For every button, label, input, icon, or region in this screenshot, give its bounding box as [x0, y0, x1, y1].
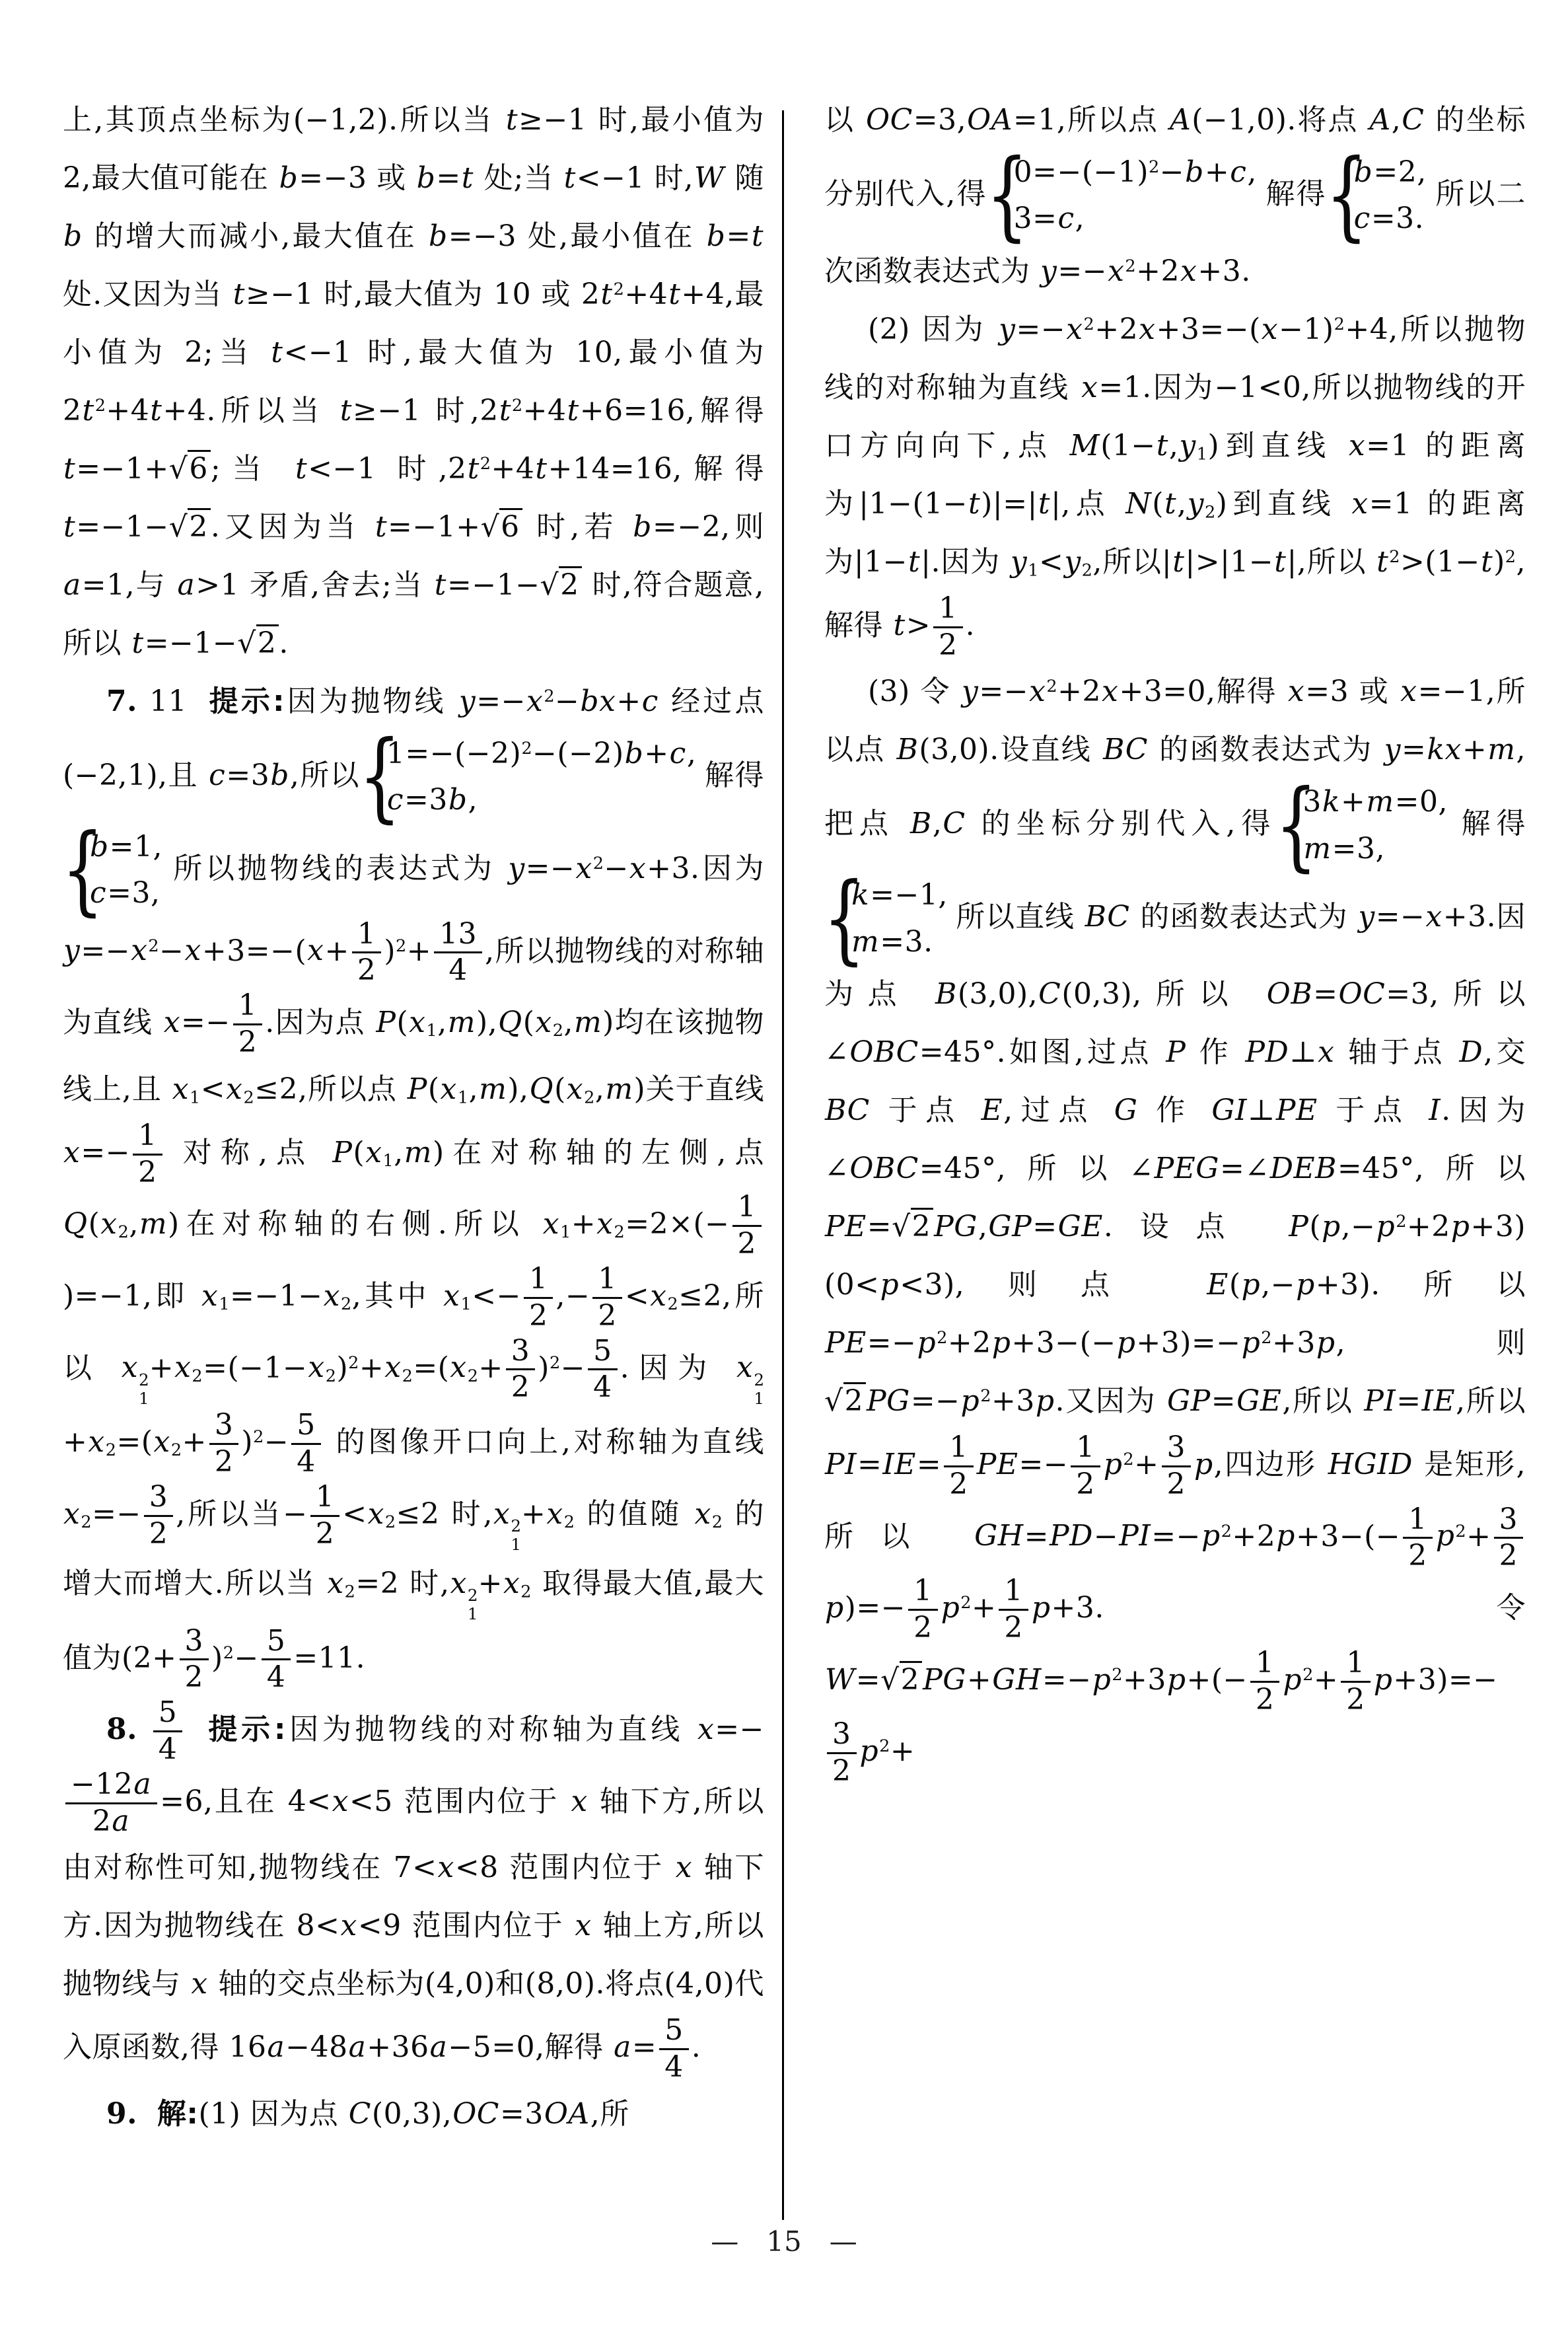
footer-dash-left: — [711, 2225, 739, 2258]
solution-continuation-paragraph: 上,其顶点坐标为(−1,2).所以当 t≥−1 时,最小值为 2,最大值可能在 b=−3 或 b=t 处;当 t<−1 时,W 随 b 的增大而减小,最大值在 b=−3 处,最小值在 b=t 处.又因为当 t≥−1 时,最大值为 10 或 $2t^2+4t+4$,最小值为 2;当 t<−1 时,最大值为 10,最小值为 $2t^2+4t+4$.所以当 t≥−1 时$,2t^2+4t+6=16$,解得 t=−1+ √ 6;当 t<−1 时$,2t^2+4t+14=16$,解得 t=−1− √ 2.又因为当 t=−1+ √ 6 时,若 b=−2,则 a=1,与 a>1 矛盾,舍去;当 t=−1− √ 2 时,符合题意,所以 t=−1− √ 2. [63, 91, 764, 673]
right-column [824, 91, 1526, 1789]
problem-9-part2-paragraph: (2) 因为 $y=-x^2+2x+3=-(x-1)^2+4$,所以抛物线的对称轴为直线 x=1.因为−1<0,所以抛物线的开口方向向下,点 $M(1-t,y_1)$到直线 x=1 的距离为|1−(1−t)|=|t|,点 $N(t,y_2)$到直线 x=1 的距离为|1−t|.因为 $y_1<y_2$,所以|t|>|1−t|,所以 $t^2>(1-t)^2$,解得 t> $\frac{1}{2}$ . [824, 312, 1526, 662]
footer-dash-right: — [829, 2225, 857, 2258]
problem-7-solution-paragraph: 7. 11 提示:因为抛物线 $y=-x^2-bx+c$ 经过点(−2,1),且 c=3b,所以 { $1=-(-2)^2-(-2)b+c$, c=3b, 解得 { b=1, c=3, 所以抛物线的表达式为 $y=-x^2-x+3$.因为 $y=-x^2-x+3=-(x+$ $\frac{1}{2}$ )$^2$+ $\frac{13}{4}$ ,所以抛物线的对称轴为直线 x=− $\frac{1}{2}$ .因为点 $P(x_1,m),Q(x_2,m)$均在该抛物线上,且 $x_1<x_2\le 2$,所以点 $P(x_1,m),Q(x_2,m)$关于直线 x=− $\frac{1}{2}$ 对称,点 $P(x_1,m)$在对称轴的左侧,点 $Q(x_2,m)$在对称轴的右侧.所以 $x_1+x_2=2\times(-$ $\frac{1}{2}$ )=−1,即 $x_1=-1-x_2$,其中 $x_1<-$ $\frac{1}{2}$ ,− $\frac{1}{2}$ $<x_2\le 2$,所以 x 2 1 $+x_2=(-1-x_2)^2+x_2=(x_2+$ $\frac{3}{2}$ )$^2$− $\frac{5}{4}$ .因为 x 2 1 $+x_2=(x_2+$ $\frac{3}{2}$ )$^2$− $\frac{5}{4}$ 的图像开口向上,对称轴为直线 $x_2=-$ $\frac{3}{2}$ ,所以当− $\frac{1}{2}$ $<x_2\le 2$ 时,x 2 1 $+x_2$ 的值随 $x_2$ 的增大而增大.所以当 $x_2=2$ 时,x 2 1 $+x_2$ 取得最大值,最大值为(2+ $\frac{3}{2}$ )$^2$− $\frac{5}{4}$ =11. [63, 673, 764, 1695]
page-footer [0, 2225, 1568, 2258]
page-number: 15 [766, 2225, 802, 2258]
column-divider-rule [782, 110, 784, 2220]
problem-9-part1-paragraph: 以 OC=3,OA=1,所以点 A(−1,0).将点 A,C 的坐标分别代入,得 { $0=-(-1)^2-b+c$, 3=c, 解得 { b=2, c=3. 所以二次函数表达式为 $y=-x^2+2x+3$. [824, 91, 1526, 301]
left-column [63, 91, 764, 2143]
problem-9-part3-paragraph: (3) 令 $y=-x^2+2x+3=0$,解得 x=3 或 x=−1,所以点 B(3,0).设直线 BC 的函数表达式为 y=kx+m,把点 B,C 的坐标分别代入,得 { 3k+m=0, m=3, 解得 { k=−1, m=3. 所以直线 BC 的函数表达式为 y=−x+3.因为点 B(3,0),C(0,3),所以 OB=OC=3,所以∠OBC=45°.如图,过点 P 作 PD⊥x 轴于点 D,交 BC 于点 E,过点 G 作 GI⊥PE 于点 I.因为∠OBC=45°,所以∠PEG=∠DEB=45°,所以 PE= √ 2 PG,GP=GE.设点 $P(p,-p^2+2p+3)(0<p<3)$,则点 E(p,−p+3).所以 $PE=-p^2+2p+3-(-p+3)=-p^2+3p$,则√ 2 $PG=-p^2+3p$.又因为 GP=GE,所以 PI=IE,所以 PI=IE= $\frac{1}{2}$ PE=− $\frac{1}{2}$ $p^2+$ $\frac{3}{2}$ p,四边形 HGID 是矩形,所以 $GH=PD-PI=-p^2+2p+3-(-$ $\frac{1}{2}$ $p^2+$ $\frac{3}{2}$ p)=− $\frac{1}{2}$ $p^2+$ $\frac{1}{2}$ p+3.令 W= √ 2 $PG+GH=-p^2+3p+(-$ $\frac{1}{2}$ $p^2+$ $\frac{1}{2}$ p+3)=− $\frac{3}{2}$ $p^2+$ [824, 663, 1526, 1789]
problem-9-solution-start-paragraph: 9. 解:(1) 因为点 C(0,3),OC=3OA,所 [106, 2097, 629, 2131]
problem-8-solution-paragraph: 8. $\frac{5}{4}$ 提示:因为抛物线的对称轴为直线 x=− $\frac{-12a}{2a}$ =6,且在 4<x<5 范围内位于 x 轴下方,所以由对称性可知,抛物线在 7<x<8 范围内位于 x 轴下方.因为抛物线在 8<x<9 范围内位于 x 轴上方,所以抛物线与 x 轴的交点坐标为(4,0)和(8,0).将点(4,0)代入原函数,得 16a−48a+36a−5=0,解得 a= $\frac{5}{4}$ . [63, 1695, 764, 2085]
